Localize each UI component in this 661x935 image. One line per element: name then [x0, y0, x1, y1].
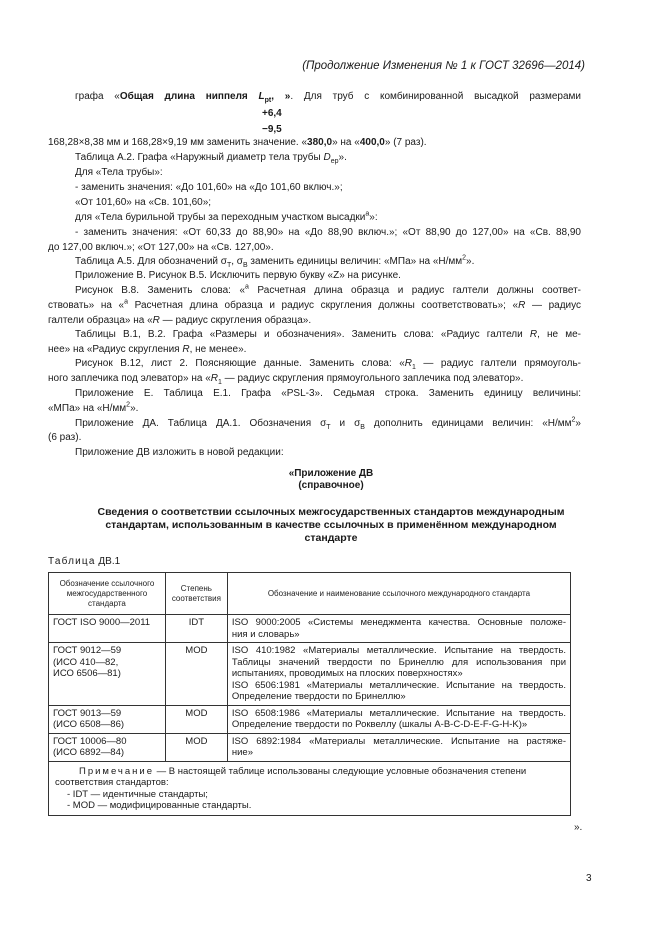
paragraph-figure-b12-a: Рисунок В.12, лист 2. Поясняющие данные. Заменить слова: «$R_1$ — радиус галтели прямоуголь-	[75, 358, 581, 371]
table-cell: IDT	[165, 615, 227, 643]
table-caption: Таблица ДВ.1	[48, 556, 121, 567]
paragraph-replace-3a: - заменить значения: «От 60,33 до 88,90» на «До 88,90 включ.»; «От 88,90 до 127,00» на «Св. 88,90	[75, 227, 581, 238]
table-cell: ГОСТ 10006—80 (ИСО 6892—84)	[49, 733, 166, 761]
paragraph-replace-1: - заменить значения: «До 101,60» на «До 101,60 включ.»;	[75, 182, 343, 193]
paragraph-replace-value: 168,28×8,38 мм и 168,28×9,19 мм заменить значение. «380,0» на «400,0» (7 раз).	[48, 137, 427, 148]
section-heading	[48, 506, 614, 545]
annex-subtitle: (справочное)	[298, 480, 364, 491]
paragraph-tables-b1-b2-a: Таблицы В.1, В.2. Графа «Размеры и обозначения». Заменить слова: «Радиус галтели R, не ме-	[75, 329, 582, 340]
paragraph-table-a5: Таблица А.5. Для обозначений $\sigma_T$, $\sigma_B$ заменить единицы величин: «МПа» на «$Н/мм^2$».	[75, 254, 475, 269]
paragraph-appendix-dv: Приложение ДВ изложить в новой редакции:	[75, 447, 284, 458]
paragraph-figure-b12-b: ного заплечика под элеватор» на «$R_1$ — радиус скругления прямоугольного заплечика под элеватор».	[48, 373, 524, 386]
table-cell: MOD	[165, 705, 227, 733]
running-header: (Продолжение Изменения № 1 к ГОСТ 32696—2014)	[302, 60, 585, 72]
paragraph-appendix-b: Приложение В. Рисунок В.5. Исключить первую букву «Z» на рисунке.	[75, 270, 401, 281]
correspondence-table	[48, 572, 571, 816]
paragraph-nipple-length: графа «Общая длина ниппеля $L_{pt}$, ». Для труб с комбинированной высадкой размерами	[75, 91, 581, 104]
table-cell: ГОСТ ISO 9000—2011	[49, 615, 166, 643]
column-header: Обозначение и наименование ссылочного международного стандарта	[227, 573, 570, 615]
table-cell: ГОСТ 9012—59 (ИСО 410—82, ИСО 6506—81)	[49, 643, 166, 706]
table-note-row	[49, 761, 571, 815]
paragraph-figure-b8-a: Рисунок В.8. Заменить слова: «$^a$ Расчетная длина образца и радиус галтели должны соответ-	[75, 283, 581, 296]
tolerance-minus: −9,5	[262, 124, 282, 135]
table-row	[49, 643, 571, 706]
table-cell: MOD	[165, 733, 227, 761]
paragraph-appendix-da-b: (6 раз).	[48, 432, 82, 443]
table-note: Примечание — В настоящей таблице использованы следующие условные обозначения степени соответствия стандартов: - IDT — идентичные стандарты; - MOD — модифицированные стандарты.	[49, 761, 571, 815]
page-number: 3	[586, 873, 592, 884]
column-header: Степень соответствия	[165, 573, 227, 615]
paragraph-drill-pipe: для «Тела бурильной трубы за переходным участком высадки$^a$»:	[75, 210, 378, 223]
table-cell: ISO 410:1982 «Материалы металлические. Испытание на твердость. Таблицы значений твердости по Бринеллю для использования при испытаниях, проводимых на плоских поверхностях» ISO 6506:1981 «Материалы металлические. Испытание на твердость. Определение твердости по Бринеллю»	[227, 643, 570, 706]
closing-quote: ».	[574, 822, 583, 833]
paragraph-pipe-body: Для «Тела трубы»:	[75, 167, 163, 178]
table-cell: ISO 6892:1984 «Материалы металлические. Испытание на растяже- ние»	[227, 733, 570, 761]
paragraph-appendix-e-a: Приложение Е. Таблица Е.1. Графа «PSL-3». Седьмая строка. Заменить единицу величины:	[75, 388, 581, 399]
heading-line-2: стандартам, использованным в качестве ссылочных в применённом международном	[105, 519, 557, 531]
paragraph-appendix-e-b: «МПа» на «$Н/мм^2$».	[48, 401, 139, 414]
table-row	[49, 615, 571, 643]
heading-line-1: Сведения о соответствии ссылочных межгосударственных стандартов международным	[97, 506, 565, 518]
annex-title: «Приложение ДВ	[288, 468, 374, 479]
paragraph-appendix-da-a: Приложение ДА. Таблица ДА.1. Обозначения $\sigma_T$ и $\sigma_B$ дополнить единицами величин: «$Н/мм^2$»	[75, 416, 581, 431]
table-row	[49, 705, 571, 733]
table-row	[49, 733, 571, 761]
paragraph-replace-2: «От 101,60» на «Св. 101,60»;	[75, 197, 212, 208]
paragraph-replace-3b: до 127,00 включ.»; «От 127,00» на «Св. 127,00».	[48, 242, 274, 253]
tolerance-plus: +6,4	[262, 108, 282, 119]
paragraph-figure-b8-b: ствовать» на «$^a$ Расчетная длина образца и радиус скругления должны соответствовать»; «R — радиус	[48, 298, 581, 311]
paragraph-table-a2: Таблица А.2. Графа «Наружный диаметр тела трубы $D_{ep}$».	[75, 152, 347, 165]
table-cell: ISO 6508:1986 «Материалы металлические. Испытание на твердость. Определение твердости по Роквеллу (шкалы A-B-C-D-E-F-G-H-K)»	[227, 705, 570, 733]
paragraph-tables-b1-b2-b: нее» на «Радиус скругления R, не менее».	[48, 344, 247, 355]
heading-line-3: стандарте	[304, 532, 358, 544]
table-cell: ГОСТ 9013—59 (ИСО 6508—86)	[49, 705, 166, 733]
table-cell: MOD	[165, 643, 227, 706]
paragraph-figure-b8-c: галтели образца» на «R — радиус скругления образца».	[48, 315, 312, 326]
table-cell: ISO 9000:2005 «Системы менеджмента качества. Основные положе- ния и словарь»	[227, 615, 570, 643]
column-header: Обозначение ссылочного межгосударственного стандарта	[49, 573, 166, 615]
